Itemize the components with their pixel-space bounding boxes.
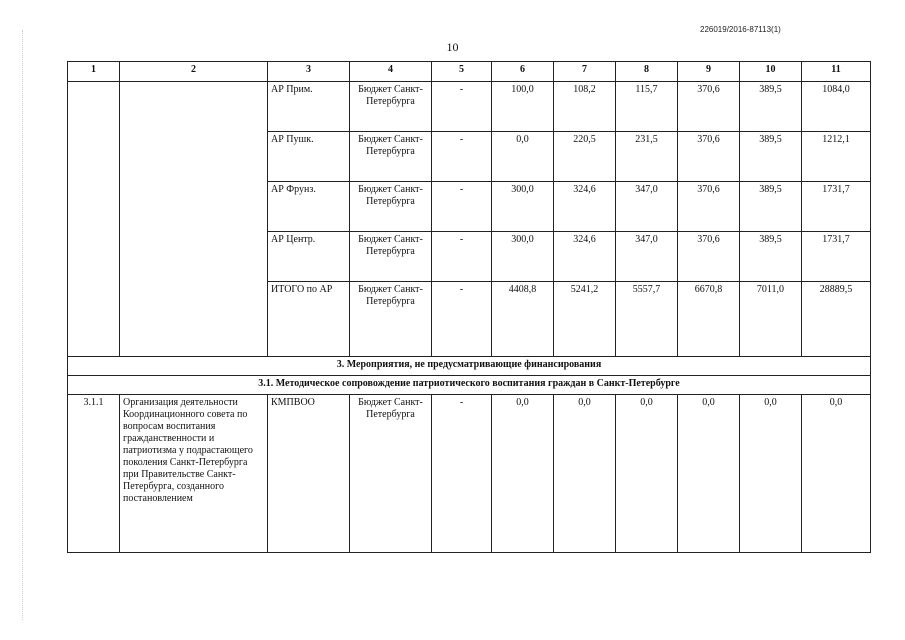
col-header-1: 1 (68, 62, 120, 82)
value-cell: 324,6 (554, 232, 616, 282)
executor-cell: АР Центр. (268, 232, 350, 282)
column-number-row (68, 62, 871, 82)
executor-cell: АР Фрунз. (268, 182, 350, 232)
value-cell: 389,5 (740, 82, 802, 132)
value-cell: 347,0 (616, 182, 678, 232)
value-cell: 5241,2 (554, 282, 616, 357)
value-cell: - (432, 182, 492, 232)
value-cell: 370,6 (678, 82, 740, 132)
source-cell: Бюджет Санкт-Петербурга (350, 282, 432, 357)
executor-cell: АР Прим. (268, 82, 350, 132)
col-header-2: 2 (120, 62, 268, 82)
item-name-cell: Организация деятельности Координационного совета по вопросам воспитания гражданственности и патриотизма у подрастающего поколения Санкт-Петербурга при Правительстве Санкт-Петербурга, созданного постановлением (120, 395, 268, 553)
value-cell: 0,0 (492, 395, 554, 553)
value-cell: 5557,7 (616, 282, 678, 357)
col-header-3: 3 (268, 62, 350, 82)
value-cell: 324,6 (554, 182, 616, 232)
item-number-cell: 3.1.1 (68, 395, 120, 553)
value-cell: 231,5 (616, 132, 678, 182)
source-cell: Бюджет Санкт-Петербурга (350, 82, 432, 132)
col-header-10: 10 (740, 62, 802, 82)
value-cell: 7011,0 (740, 282, 802, 357)
executor-cell: КМПВОО (268, 395, 350, 553)
col-header-11: 11 (802, 62, 871, 82)
source-cell: Бюджет Санкт-Петербурга (350, 232, 432, 282)
table-row (68, 395, 871, 553)
value-cell: - (432, 232, 492, 282)
value-cell: 300,0 (492, 232, 554, 282)
value-cell: 100,0 (492, 82, 554, 132)
subsection-heading-row (68, 376, 871, 395)
executor-cell: ИТОГО по АР (268, 282, 350, 357)
value-cell: 0,0 (740, 395, 802, 553)
value-cell: 108,2 (554, 82, 616, 132)
value-cell: 0,0 (492, 132, 554, 182)
col-header-4: 4 (350, 62, 432, 82)
value-cell: 0,0 (802, 395, 871, 553)
value-cell: 1731,7 (802, 232, 871, 282)
col-header-8: 8 (616, 62, 678, 82)
value-cell: 4408,8 (492, 282, 554, 357)
value-cell: 389,5 (740, 132, 802, 182)
col-header-5: 5 (432, 62, 492, 82)
document-id: 226019/2016-87113(1) (700, 25, 781, 34)
value-cell: 220,5 (554, 132, 616, 182)
source-cell: Бюджет Санкт-Петербурга (350, 132, 432, 182)
value-cell: 389,5 (740, 182, 802, 232)
value-cell: 370,6 (678, 232, 740, 282)
value-cell: 300,0 (492, 182, 554, 232)
page-number: 10 (446, 40, 459, 54)
value-cell: 115,7 (616, 82, 678, 132)
value-cell: - (432, 82, 492, 132)
source-cell: Бюджет Санкт-Петербурга (350, 182, 432, 232)
section-heading-row (68, 357, 871, 376)
value-cell: 1731,7 (802, 182, 871, 232)
value-cell: 389,5 (740, 232, 802, 282)
value-cell: 0,0 (616, 395, 678, 553)
value-cell: 0,0 (678, 395, 740, 553)
col-header-7: 7 (554, 62, 616, 82)
value-cell: - (432, 282, 492, 357)
scan-edge (22, 30, 23, 620)
section-3-1-heading: 3.1. Методическое сопровождение патриотического воспитания граждан в Санкт-Петербурге (68, 376, 871, 395)
value-cell: 28889,5 (802, 282, 871, 357)
value-cell: - (432, 132, 492, 182)
value-cell: 370,6 (678, 132, 740, 182)
name-cell-merged (120, 82, 268, 357)
source-cell: Бюджет Санкт-Петербурга (350, 395, 432, 553)
value-cell: 1212,1 (802, 132, 871, 182)
value-cell: 1084,0 (802, 82, 871, 132)
executor-cell: АР Пушк. (268, 132, 350, 182)
value-cell: 347,0 (616, 232, 678, 282)
table-row (68, 82, 871, 132)
col-header-6: 6 (492, 62, 554, 82)
number-cell-merged (68, 82, 120, 357)
value-cell: 0,0 (554, 395, 616, 553)
budget-table (67, 61, 871, 553)
value-cell: 370,6 (678, 182, 740, 232)
col-header-9: 9 (678, 62, 740, 82)
value-cell: 6670,8 (678, 282, 740, 357)
value-cell: - (432, 395, 492, 553)
section-3-heading: 3. Мероприятия, не предусматривающие финансирования (68, 357, 871, 376)
